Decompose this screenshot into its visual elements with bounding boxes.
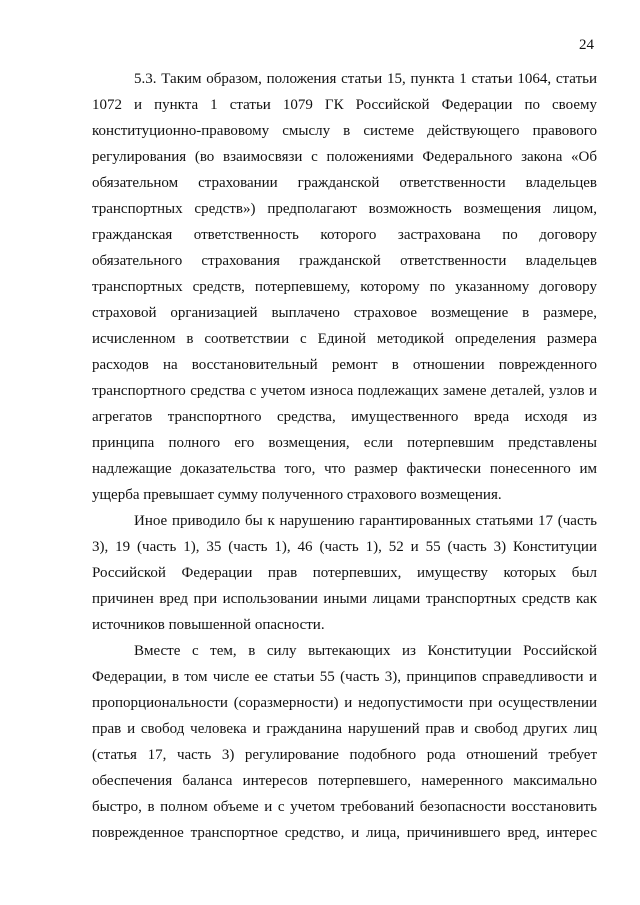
paragraph-conclusion xyxy=(92,66,597,508)
text-line: обязательного страхования гражданской ответственности владельцев xyxy=(92,253,597,269)
text-line: источников повышенной опасности. xyxy=(92,617,325,633)
text-line: 3), 19 (часть 1), 35 (часть 1), 46 (часть 1), 52 и 55 (часть 3) Конституции xyxy=(92,539,597,555)
text-line: обязательном страховании гражданской ответственности владельцев xyxy=(92,175,597,191)
text-line: транспортных средств») предполагают возможность возмещения лицом, xyxy=(92,201,597,217)
text-line: агрегатов транспортного средства, имущественного вреда исходя из xyxy=(92,409,597,425)
text-line: Российской Федерации прав потерпевших, имуществу которых был xyxy=(92,565,597,581)
text-line: (статья 17, часть 3) регулирование подобного рода отношений требует xyxy=(92,747,597,763)
text-line: надлежащие доказательства того, что размер фактически понесенного им xyxy=(92,461,597,477)
text-line: конституционно-правовому смыслу в системе действующего правового xyxy=(92,123,597,139)
text-line: ущерба превышает сумму полученного страхового возмещения. xyxy=(92,487,502,503)
body-text xyxy=(92,66,597,846)
text-line: причинен вред при использовании иными лицами транспортных средств как xyxy=(92,591,597,607)
text-line: регулирования (во взаимосвязи с положениями Федерального закона «Об xyxy=(92,149,597,165)
text-line: транспортных средств, потерпевшему, которому по указанному договору xyxy=(92,279,597,295)
text-line: Федерации, в том числе ее статьи 55 (часть 3), принципов справедливости и xyxy=(92,669,597,685)
text-line: поврежденное транспортное средство, и лица, причинившего вред, интерес xyxy=(92,825,597,841)
page-number: 24 xyxy=(579,37,594,53)
text-line: 1072 и пункта 1 статьи 1079 ГК Российской Федерации по своему xyxy=(92,97,597,113)
text-line: Иное приводило бы к нарушению гарантированных статьями 17 (часть xyxy=(134,513,597,529)
paragraph-violation xyxy=(92,508,597,638)
text-line: гражданская ответственность которого застрахована по договору xyxy=(92,227,597,243)
text-line: Вместе с тем, в силу вытекающих из Конституции Российской xyxy=(134,643,597,659)
text-line: прав и свобод человека и гражданина нарушений прав и свобод других лиц xyxy=(92,721,597,737)
text-line: пропорциональности (соразмерности) и недопустимости при осуществлении xyxy=(92,695,597,711)
text-line: страховой организацией выплачено страховое возмещение в размере, xyxy=(92,305,597,321)
text-line: принципа полного его возмещения, если потерпевшим представлены xyxy=(92,435,597,451)
text-line: транспортного средства с учетом износа подлежащих замене деталей, узлов и xyxy=(92,383,597,399)
paragraph-balance xyxy=(92,638,597,846)
text-line: расходов на восстановительный ремонт в отношении поврежденного xyxy=(92,357,597,373)
text-line: быстро, в полном объеме и с учетом требований безопасности восстановить xyxy=(92,799,597,815)
text-line: обеспечения баланса интересов потерпевшего, намеренного максимально xyxy=(92,773,597,789)
text-line: исчисленном в соответствии с Единой методикой определения размера xyxy=(92,331,597,347)
text-line: 5.3. Таким образом, положения статьи 15, пункта 1 статьи 1064, статьи xyxy=(134,71,597,87)
